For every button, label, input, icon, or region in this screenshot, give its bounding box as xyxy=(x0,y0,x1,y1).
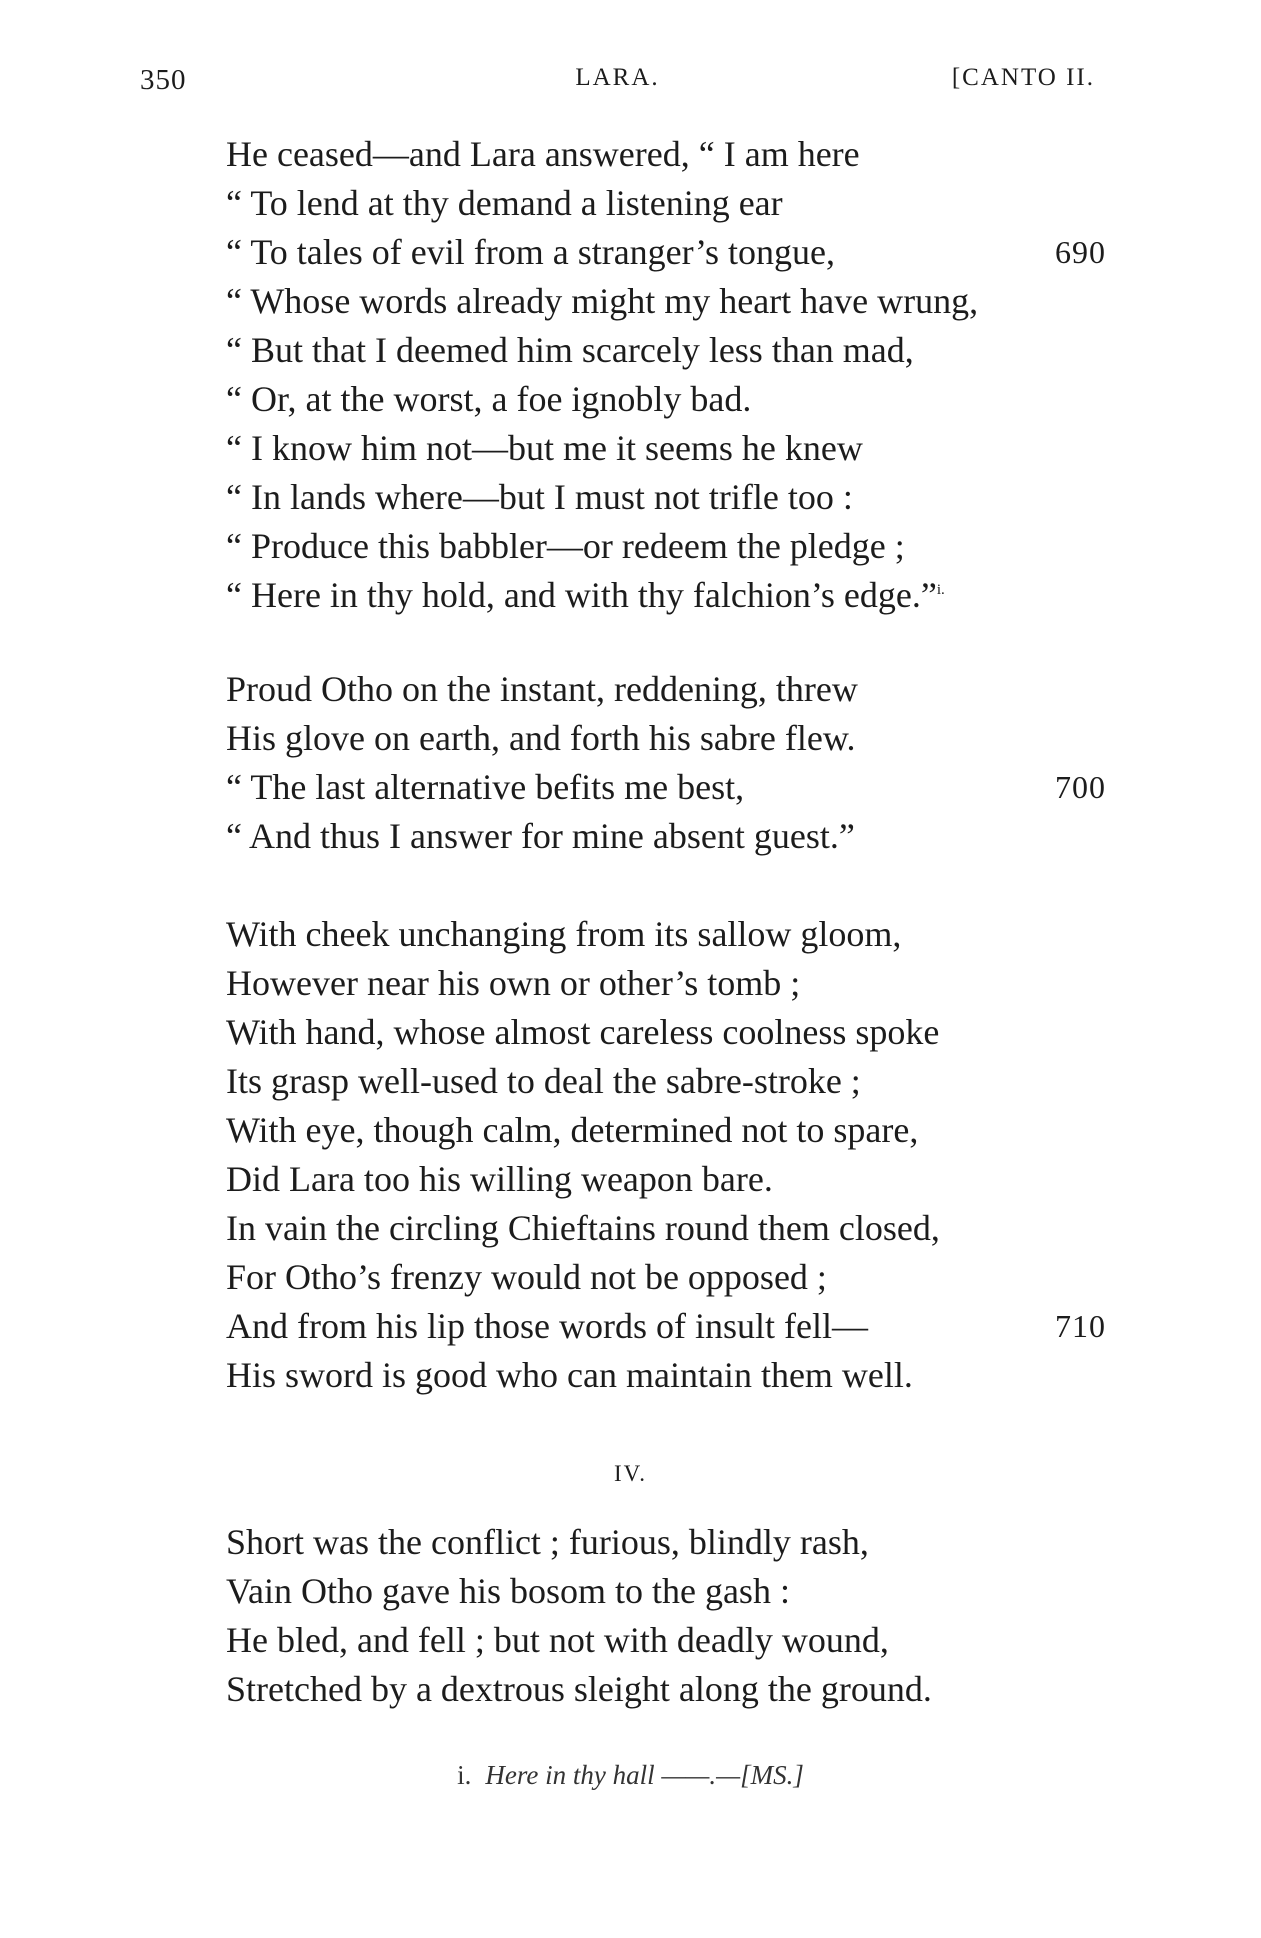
line-number: 710 xyxy=(1055,1308,1106,1344)
verse-text: “ Whose words already might my heart have wrung, xyxy=(226,281,979,321)
verse-line xyxy=(226,1302,1106,1351)
footnote-mark: i. xyxy=(457,1760,472,1790)
verse-line xyxy=(226,571,1106,620)
verse-text: “ Produce this babbler—or redeem the pledge ; xyxy=(226,526,905,566)
verse-text: However near his own or other’s tomb ; xyxy=(226,963,801,1003)
footnote-reference: i. xyxy=(936,582,945,598)
verse-line xyxy=(226,522,1106,571)
verse-line xyxy=(226,1155,1106,1204)
section-number: IV. xyxy=(613,1461,648,1486)
verse-line xyxy=(226,665,1106,714)
running-head xyxy=(140,64,1095,108)
canto-label: [CANTO II. xyxy=(951,64,1095,91)
verse-text: Short was the conflict ; furious, blindly rash, xyxy=(226,1522,869,1562)
verse-text: For Otho’s frenzy would not be opposed ; xyxy=(226,1257,827,1297)
stanza-4 xyxy=(226,1518,1106,1714)
verse-text: His glove on earth, and forth his sabre flew. xyxy=(226,718,856,758)
verse-text: He ceased—and Lara answered, “ I am here xyxy=(226,134,860,174)
verse-text: And from his lip those words of insult fell— xyxy=(226,1306,868,1346)
verse-text: In vain the circling Chieftains round them closed, xyxy=(226,1208,940,1248)
verse-line xyxy=(226,326,1106,375)
verse-line xyxy=(226,1008,1106,1057)
verse-line xyxy=(226,812,1106,861)
verse-line xyxy=(226,424,1106,473)
verse-text: His sword is good who can maintain them well. xyxy=(226,1355,913,1395)
verse-line xyxy=(226,714,1106,763)
verse-line xyxy=(226,763,1106,812)
verse-text: Its grasp well-used to deal the sabre-stroke ; xyxy=(226,1061,861,1101)
stanza-3 xyxy=(226,910,1106,1400)
verse-line xyxy=(226,1616,1106,1665)
verse-text: “ To lend at thy demand a listening ear xyxy=(226,183,783,223)
page-number: 350 xyxy=(140,64,187,96)
verse-text: “ Or, at the worst, a foe ignobly bad. xyxy=(226,379,752,419)
verse-line xyxy=(226,130,1106,179)
verse-line xyxy=(226,1665,1106,1714)
verse-text: With eye, though calm, determined not to spare, xyxy=(226,1110,919,1150)
verse-text: He bled, and fell ; but not with deadly wound, xyxy=(226,1620,889,1660)
line-number: 700 xyxy=(1055,769,1106,805)
verse-line xyxy=(226,1518,1106,1567)
running-title: LARA. xyxy=(575,64,660,91)
verse-line xyxy=(226,1106,1106,1155)
verse-line xyxy=(226,1057,1106,1106)
verse-text: Stretched by a dextrous sleight along the ground. xyxy=(226,1669,932,1709)
verse-text: “ In lands where—but I must not trifle too : xyxy=(226,477,853,517)
verse-line xyxy=(226,473,1106,522)
verse-line xyxy=(226,228,1106,277)
verse-text: “ To tales of evil from a stranger’s tongue, xyxy=(226,232,835,272)
verse-line xyxy=(226,277,1106,326)
verse-text: Did Lara too his willing weapon bare. xyxy=(226,1159,773,1199)
verse-text: “ The last alternative befits me best, xyxy=(226,767,745,807)
verse-text: “ And thus I answer for mine absent guest.” xyxy=(226,816,855,856)
verse-text: “ Here in thy hold, and with thy falchion’s edge.” xyxy=(226,575,937,615)
verse-line xyxy=(226,1567,1106,1616)
stanza-1 xyxy=(226,130,1106,620)
verse-line xyxy=(226,1351,1106,1400)
line-number: 690 xyxy=(1055,234,1106,270)
verse-line xyxy=(226,959,1106,1008)
footnote xyxy=(0,1760,1261,1791)
verse-text: With hand, whose almost careless coolness spoke xyxy=(226,1012,940,1052)
verse-text: Vain Otho gave his bosom to the gash : xyxy=(226,1571,790,1611)
stanza-2 xyxy=(226,665,1106,861)
verse-text: “ But that I deemed him scarcely less than mad, xyxy=(226,330,914,370)
verse-text: “ I know him not—but me it seems he knew xyxy=(226,428,863,468)
verse-text: Proud Otho on the instant, reddening, threw xyxy=(226,669,858,709)
verse-text: With cheek unchanging from its sallow gloom, xyxy=(226,914,902,954)
footnote-text: Here in thy hall ——.—[MS.] xyxy=(485,1760,804,1790)
verse-line xyxy=(226,1253,1106,1302)
verse-line xyxy=(226,910,1106,959)
verse-line xyxy=(226,179,1106,228)
verse-line xyxy=(226,375,1106,424)
verse-line xyxy=(226,1204,1106,1253)
